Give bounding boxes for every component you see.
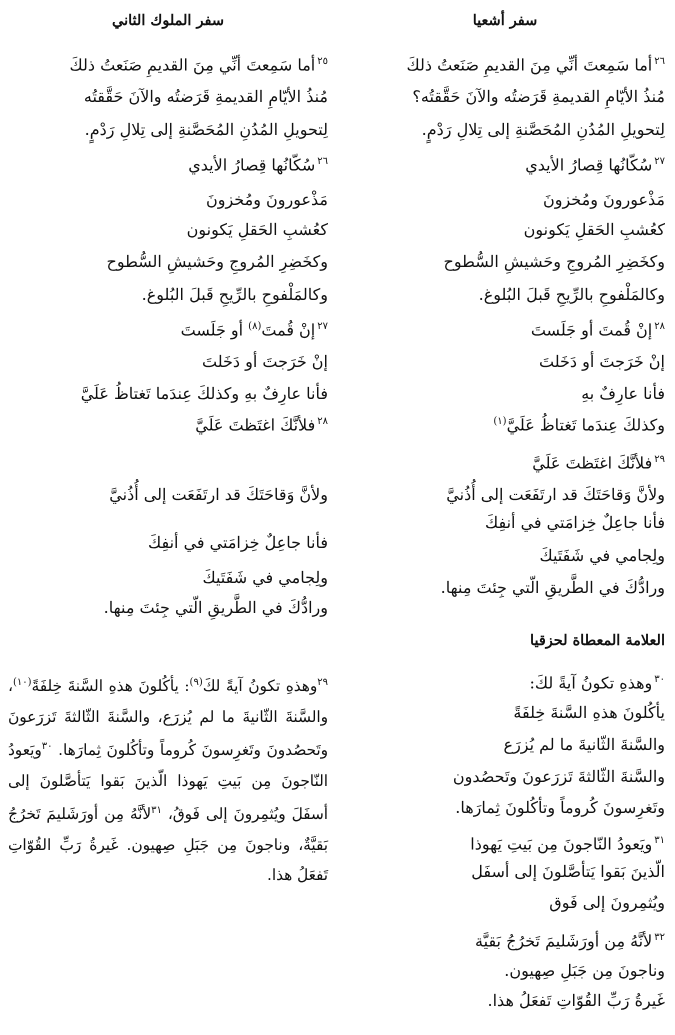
verse-line (345, 767, 665, 787)
verse-text: فأنا عارِفٌ بهِ (581, 384, 665, 403)
prose-text: وهذهِ تكونُ آيةً لكَ (202, 677, 318, 696)
verse-line (8, 120, 328, 140)
verse-line (8, 533, 328, 553)
verse-line (8, 412, 328, 435)
verse-text: فلأنَّكَ اغتَظتَ عَلَيَّ (532, 453, 653, 473)
verse-text: وكخَضِرِ المُروجِ وحَشيشِ السُّطوح (443, 252, 665, 271)
verse-line (345, 384, 665, 404)
verse-text: لِتحويلِ المُدُنِ المُحَصَّنةِ إلى تِلالِ رَدْمٍ. (421, 120, 665, 139)
verse-text: كعُشبِ الحَقلِ يَكونون (186, 220, 328, 239)
verse-line (345, 52, 665, 75)
verse-line (345, 546, 665, 566)
verse-text: والسَّنةَ الثّانيةَ ما لم يُزرَع (503, 735, 665, 754)
verse-text: أما سَمِعتَ أنِّي مِنَ القديمِ صَنَعتُ ذلكَ (69, 55, 316, 75)
verse-line (345, 485, 665, 505)
verse-text: مَذْعورونَ ومُخزونَ (543, 190, 665, 209)
verse-line (8, 190, 328, 210)
verse-line (345, 120, 665, 140)
footnote-marker: (٩) (189, 677, 203, 688)
verse-line (8, 384, 328, 404)
verse-line (345, 450, 665, 473)
verse-number: ٣٠ (654, 674, 665, 685)
prose-text: : يأكُلونَ هذهِ السَّنةَ خِلفَةً (31, 677, 190, 696)
verse-text: ورادُّكَ في الطَّريقِ الّتي جِئتَ مِنها. (103, 598, 328, 617)
isaiah-heading: سفر أشعيا (472, 12, 538, 29)
prose-text: ويَعودُ النّاجونَ مِن بَيتِ يَهوذا الّذينَ بَقوا يَتأصَّلونَ إلى أسفَلَ ويُثمِرونَ إلى فَوقُ، (8, 741, 328, 824)
verse-text: أما سَمِعتَ أنِّي مِنَ القديمِ صَنَعتُ ذلكَ (406, 55, 653, 75)
verse-line (345, 991, 665, 1011)
verse-line (345, 190, 665, 210)
verse-text: إنْ قُمتَ (261, 320, 316, 340)
verse-text: ويُثمِرونَ إلى فَوق (549, 893, 665, 912)
verse-number: ٢٩ (317, 677, 328, 688)
verse-number: ٣٠ (41, 741, 53, 753)
verse-line (345, 152, 665, 175)
verse-line (345, 703, 665, 723)
verse-line (345, 87, 665, 107)
verse-text: والسَّنةَ الثّالثةَ تَزرَعونَ وتَحصُدون (452, 767, 665, 786)
verse-text: وهذهِ تكونُ آيةً لكَ: (529, 673, 653, 693)
verse-text: أو جَلَستَ (180, 320, 249, 340)
footnote-marker: (٨) (248, 321, 262, 332)
verse-line (8, 485, 328, 505)
verse-text: ولأنَّ وَقاحَتَكَ قد ارتَفَعَت إلى أُذُنيَّ (446, 485, 665, 504)
prose-text: ، والسَّنةَ الثّانيةَ ما لم يُزرَع، والسَّنةَ الثّالثةَ تَزرَعونَ وتَحصُدونَ وتَغرِسونَ كُروماً وتأكُلونَ ثِمارَها. (8, 677, 328, 760)
verse-text: سُكّانُها قِصارُ الأيدي (525, 155, 653, 175)
verse-text: وكخَضِرِ المُروجِ وحَشيشِ السُّطوح (106, 252, 328, 271)
hezekiah-sign-subheading: العلامة المعطاة لحزقيا (530, 632, 665, 649)
verse-text: لأنَّهُ مِن أورَشَليمَ تَخرُجُ بَقيَّة (475, 931, 653, 951)
verse-line (345, 735, 665, 755)
verse-line (8, 87, 328, 107)
verse-text: وكالمَلْفوحِ بالرِّيحِ قَبلَ البُلوغ. (141, 285, 328, 304)
verse-line (345, 285, 665, 305)
verse-line (345, 412, 665, 435)
verse-text: فأنا جاعِلٌ خِزامَتي في أنفِكَ (148, 533, 328, 552)
kings-heading: سفر الملوك الثاني (111, 12, 224, 29)
verse-line (345, 928, 665, 951)
prose-text: لأنَّهُ مِن أورَشَليمَ تَخرُجُ بَقيَّةٌ، وناجونَ مِن جَبَلِ صِهيون. غَيرةُ رَبِّ القُوّاتِ تَفعَلُ هذا. (8, 805, 328, 885)
verse-line (345, 961, 665, 981)
verse-line (345, 317, 665, 340)
verse-line (345, 220, 665, 240)
verse-text: وكذلكَ عِندَما تَغتاظُ عَلَيَّ (506, 415, 665, 435)
verse-line (8, 152, 328, 175)
verse-number: ٢٩ (654, 454, 665, 465)
verse-number: ٣١ (151, 805, 162, 817)
verse-text: غَيرةُ رَبِّ القُوّاتِ تَفعَلُ هذا. (487, 991, 665, 1010)
kings-prose-paragraph (8, 668, 328, 891)
verse-line (8, 317, 328, 340)
verse-text: وناجونَ مِن جَبَلِ صِهيون. (504, 961, 665, 980)
verse-text: سُكّانُها قِصارُ الأيدي (188, 155, 316, 175)
verse-text: وكالمَلْفوحِ بالرِّيحِ قَبلَ البُلوغ. (478, 285, 665, 304)
verse-number: ٢٨ (317, 416, 328, 427)
verse-text: الّذينَ بَقوا يَتأصَّلونَ إلى أسفَل (471, 862, 665, 881)
verse-number: ٢٦ (317, 156, 328, 167)
verse-line (345, 578, 665, 598)
verse-text: فأنا جاعِلٌ خِزامَتي في أنفِكَ (485, 513, 665, 532)
verse-number: ٢٥ (317, 56, 328, 67)
verse-line (345, 798, 665, 818)
verse-line (345, 862, 665, 882)
verse-text: ولأنَّ وَقاحَتَكَ قد ارتَفَعَت إلى أُذُنيَّ (109, 485, 328, 504)
verse-text: ورادُّكَ في الطَّريقِ الّتي جِئتَ مِنها. (440, 578, 665, 597)
verse-text: مَذْعورونَ ومُخزونَ (206, 190, 328, 209)
verse-text: ولِجامي في شَفَتَيكَ (202, 568, 328, 587)
verse-number: ٣١ (654, 835, 665, 846)
verse-text: كعُشبِ الحَقلِ يَكونون (523, 220, 665, 239)
verse-line (345, 893, 665, 913)
footnote-marker: (١) (493, 416, 507, 427)
verse-number: ٢٧ (317, 321, 328, 332)
verse-text: ولِجامي في شَفَتَيكَ (539, 546, 665, 565)
verse-text: يأكُلونَ هذهِ السَّنةَ خِلفَةً (513, 703, 665, 722)
verse-line (8, 568, 328, 588)
footnote-marker: (١٠) (12, 677, 32, 688)
verse-line (345, 352, 665, 372)
verse-line (8, 352, 328, 372)
verse-line (8, 220, 328, 240)
verse-text: مُنذُ الأيّامِ القديمةِ قَرَضتُه والآنَ حَقَّقتُه؟ (412, 87, 665, 106)
verse-text: مُنذُ الأيّامِ القديمةِ قَرَضتُه والآنَ حَقَّقتُه (83, 87, 328, 106)
verse-line (345, 670, 665, 693)
verse-line (8, 285, 328, 305)
verse-line (345, 513, 665, 533)
verse-text: إنْ خَرَجتَ أو دَخَلتَ (202, 352, 328, 371)
verse-text: فلأنَّكَ اغتَظتَ عَلَيَّ (195, 415, 316, 435)
verse-line (345, 252, 665, 272)
verse-number: ٣٢ (654, 932, 665, 943)
verse-text: إنْ خَرَجتَ أو دَخَلتَ (539, 352, 665, 371)
verse-number: ٢٧ (654, 156, 665, 167)
verse-text: ويَعودُ النّاجونَ مِن بَيتِ يَهوذا (470, 834, 653, 854)
verse-text: فأنا عارِفٌ بهِ وكذلكَ عِندَما تَغتاظُ عَلَيَّ (80, 384, 328, 403)
verse-line (8, 252, 328, 272)
verse-line (8, 598, 328, 618)
verse-text: لِتحويلِ المُدُنِ المُحَصَّنةِ إلى تِلالِ رَدْمٍ. (84, 120, 328, 139)
verse-number: ٢٦ (654, 56, 665, 67)
verse-text: وتَغرِسونَ كُروماً وتأكُلونَ ثِمارَها. (455, 798, 665, 817)
verse-line (8, 52, 328, 75)
verse-text: إنْ قُمتَ أو جَلَستَ (530, 320, 653, 340)
verse-line (345, 831, 665, 854)
verse-number: ٢٨ (654, 321, 665, 332)
